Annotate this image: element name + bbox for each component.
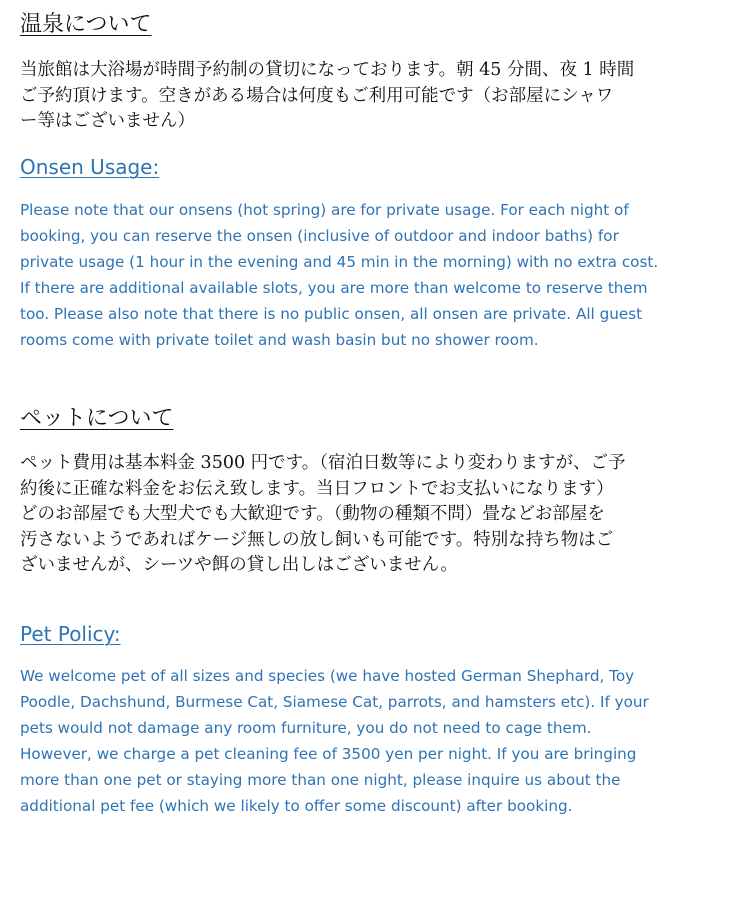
onsen-en-line: If there are additional available slots, you are more than welcome to reserve them — [20, 279, 648, 297]
onsen-en-line: rooms come with private toilet and wash basin but no shower room. — [20, 331, 539, 349]
pet-jp-paragraph — [20, 451, 720, 579]
onsen-en-line: booking, you can reserve the onsen (inclusive of outdoor and indoor baths) for — [20, 227, 619, 245]
onsen-jp-line: ー等はございません） — [20, 111, 195, 131]
onsen-en-paragraph — [20, 197, 730, 353]
pet-jp-line: 汚さないようであればケージ無しの放し飼いも可能です。特別な持ち物はご — [20, 529, 614, 550]
pet-jp-line: 約後に正確な料金をお伝え致します。当日フロントでお支払いになります） — [20, 478, 614, 499]
onsen-en-heading: Onsen Usage: — [20, 155, 160, 179]
pet-en-line: We welcome pet of all sizes and species (we have hosted German Shephard, Toy — [20, 667, 635, 685]
pet-jp-line: どのお部屋でも大型犬でも大歓迎です。（動物の種類不問）畳などお部屋を — [20, 504, 605, 524]
onsen-en-line: too. Please also note that there is no public onsen, all onsen are private. All guest — [20, 305, 643, 323]
pet-en-paragraph — [20, 663, 730, 819]
pet-en-line: more than one pet or staying more than one night, please inquire us about the — [20, 771, 621, 789]
pet-en-heading: Pet Policy: — [20, 622, 121, 646]
onsen-jp-line: ご予約頂けます。空きがある場合は何度もご利用可能です（お部屋にシャワ — [20, 85, 614, 106]
onsen-en-line: Please note that our onsens (hot spring) are for private usage. For each night of — [20, 201, 629, 219]
onsen-en-line: private usage (1 hour in the evening and 45 min in the morning) with no extra cost. — [20, 253, 659, 271]
onsen-jp-paragraph — [20, 58, 720, 135]
onsen-jp-heading: 温泉について — [20, 12, 152, 37]
pet-jp-heading: ペットについて — [20, 406, 174, 431]
pet-en-line: However, we charge a pet cleaning fee of 3500 yen per night. If you are bringing — [20, 745, 637, 763]
pet-en-line: pets would not damage any room furniture, you do not need to cage them. — [20, 719, 592, 737]
pet-jp-line: ペット費用は基本料金 3500 円です。（宿泊日数等により変わりますが、ご予 — [20, 453, 626, 473]
pet-en-line: Poodle, Dachshund, Burmese Cat, Siamese Cat, parrots, and hamsters etc). If your — [20, 693, 649, 711]
pet-jp-line: ざいませんが、シーツや餌の貸し出しはございません。 — [20, 555, 458, 575]
pet-en-line: additional pet fee (which we likely to offer some discount) after booking. — [20, 797, 573, 815]
onsen-jp-line: 当旅館は大浴場が時間予約制の貸切になっております。朝 45 分間、夜 1 時間 — [20, 60, 635, 80]
